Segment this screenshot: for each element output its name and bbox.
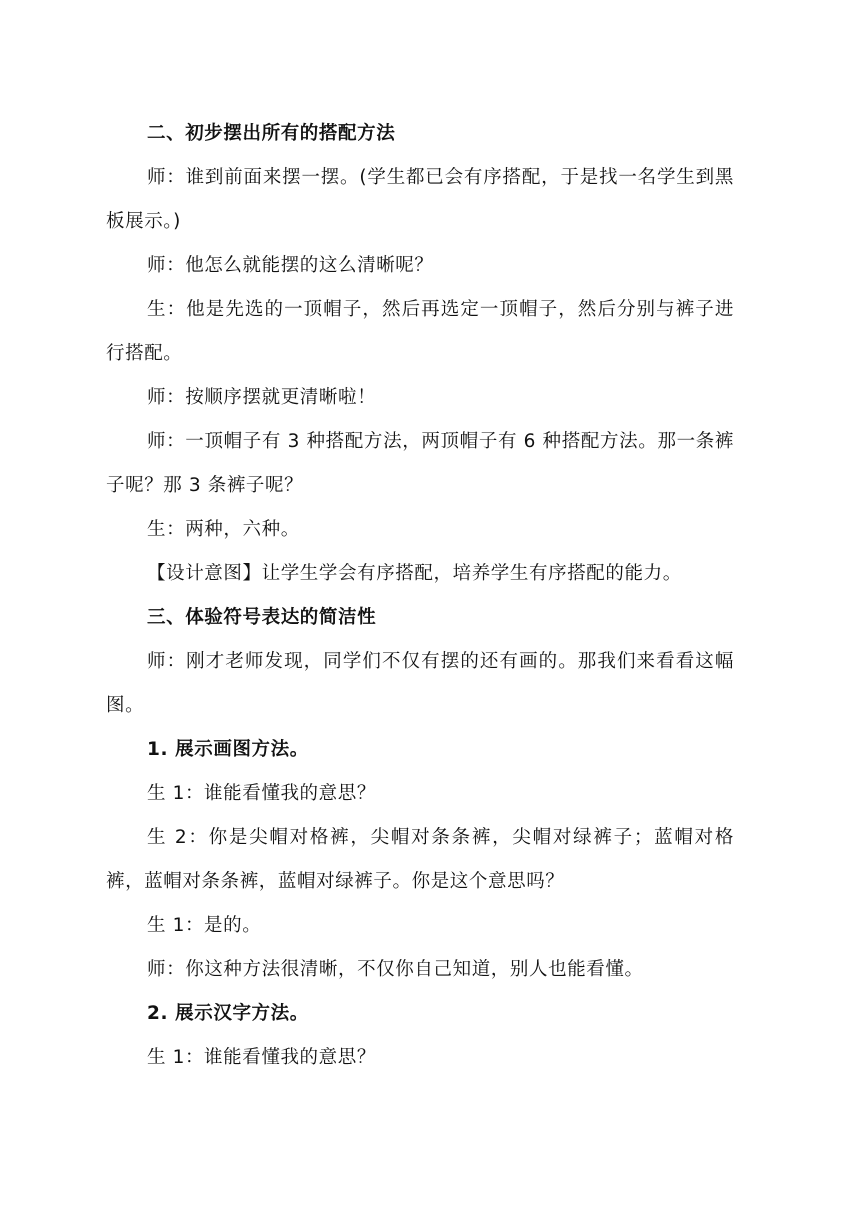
subsection-heading: 2. 展示汉字方法。 [147,1003,309,1024]
design-intent-paragraph: 【设计意图】让学生学会有序搭配，培养学生有序搭配的能力。 [147,563,682,584]
paragraph: 师：一顶帽子有 3 种搭配方法，两顶帽子有 6 种搭配方法。那一条裤子呢？那 3 条裤子呢？ [106,431,734,496]
paragraph: 师：按顺序摆就更清晰啦！ [147,387,377,408]
section-heading: 二、初步摆出所有的搭配方法 [147,123,396,144]
section-heading: 三、体验符号表达的简洁性 [147,607,377,628]
paragraph: 生 1：是的。 [147,915,262,936]
paragraph: 师：你这种方法很清晰，不仅你自己知道，别人也能看懂。 [147,959,644,980]
paragraph: 师：谁到前面来摆一摆。(学生都已会有序搭配，于是找一名学生到黑板展示。) [106,167,734,232]
paragraph: 生：他是先选的一顶帽子，然后再选定一顶帽子，然后分别与裤子进行搭配。 [106,299,734,364]
paragraph: 生 1：谁能看懂我的意思？ [147,783,376,804]
paragraph: 生 1：谁能看懂我的意思？ [147,1047,376,1068]
subsection-heading: 1. 展示画图方法。 [147,739,309,760]
document-page [106,112,734,1080]
paragraph: 师：他怎么就能摆的这么清晰呢？ [147,255,434,276]
paragraph: 师：刚才老师发现，同学们不仅有摆的还有画的。那我们来看看这幅图。 [106,651,734,716]
paragraph: 生：两种，六种。 [147,519,300,540]
paragraph: 生 2：你是尖帽对格裤，尖帽对条条裤，尖帽对绿裤子；蓝帽对格裤，蓝帽对条条裤，蓝帽对绿裤子。你是这个意思吗？ [106,827,734,892]
